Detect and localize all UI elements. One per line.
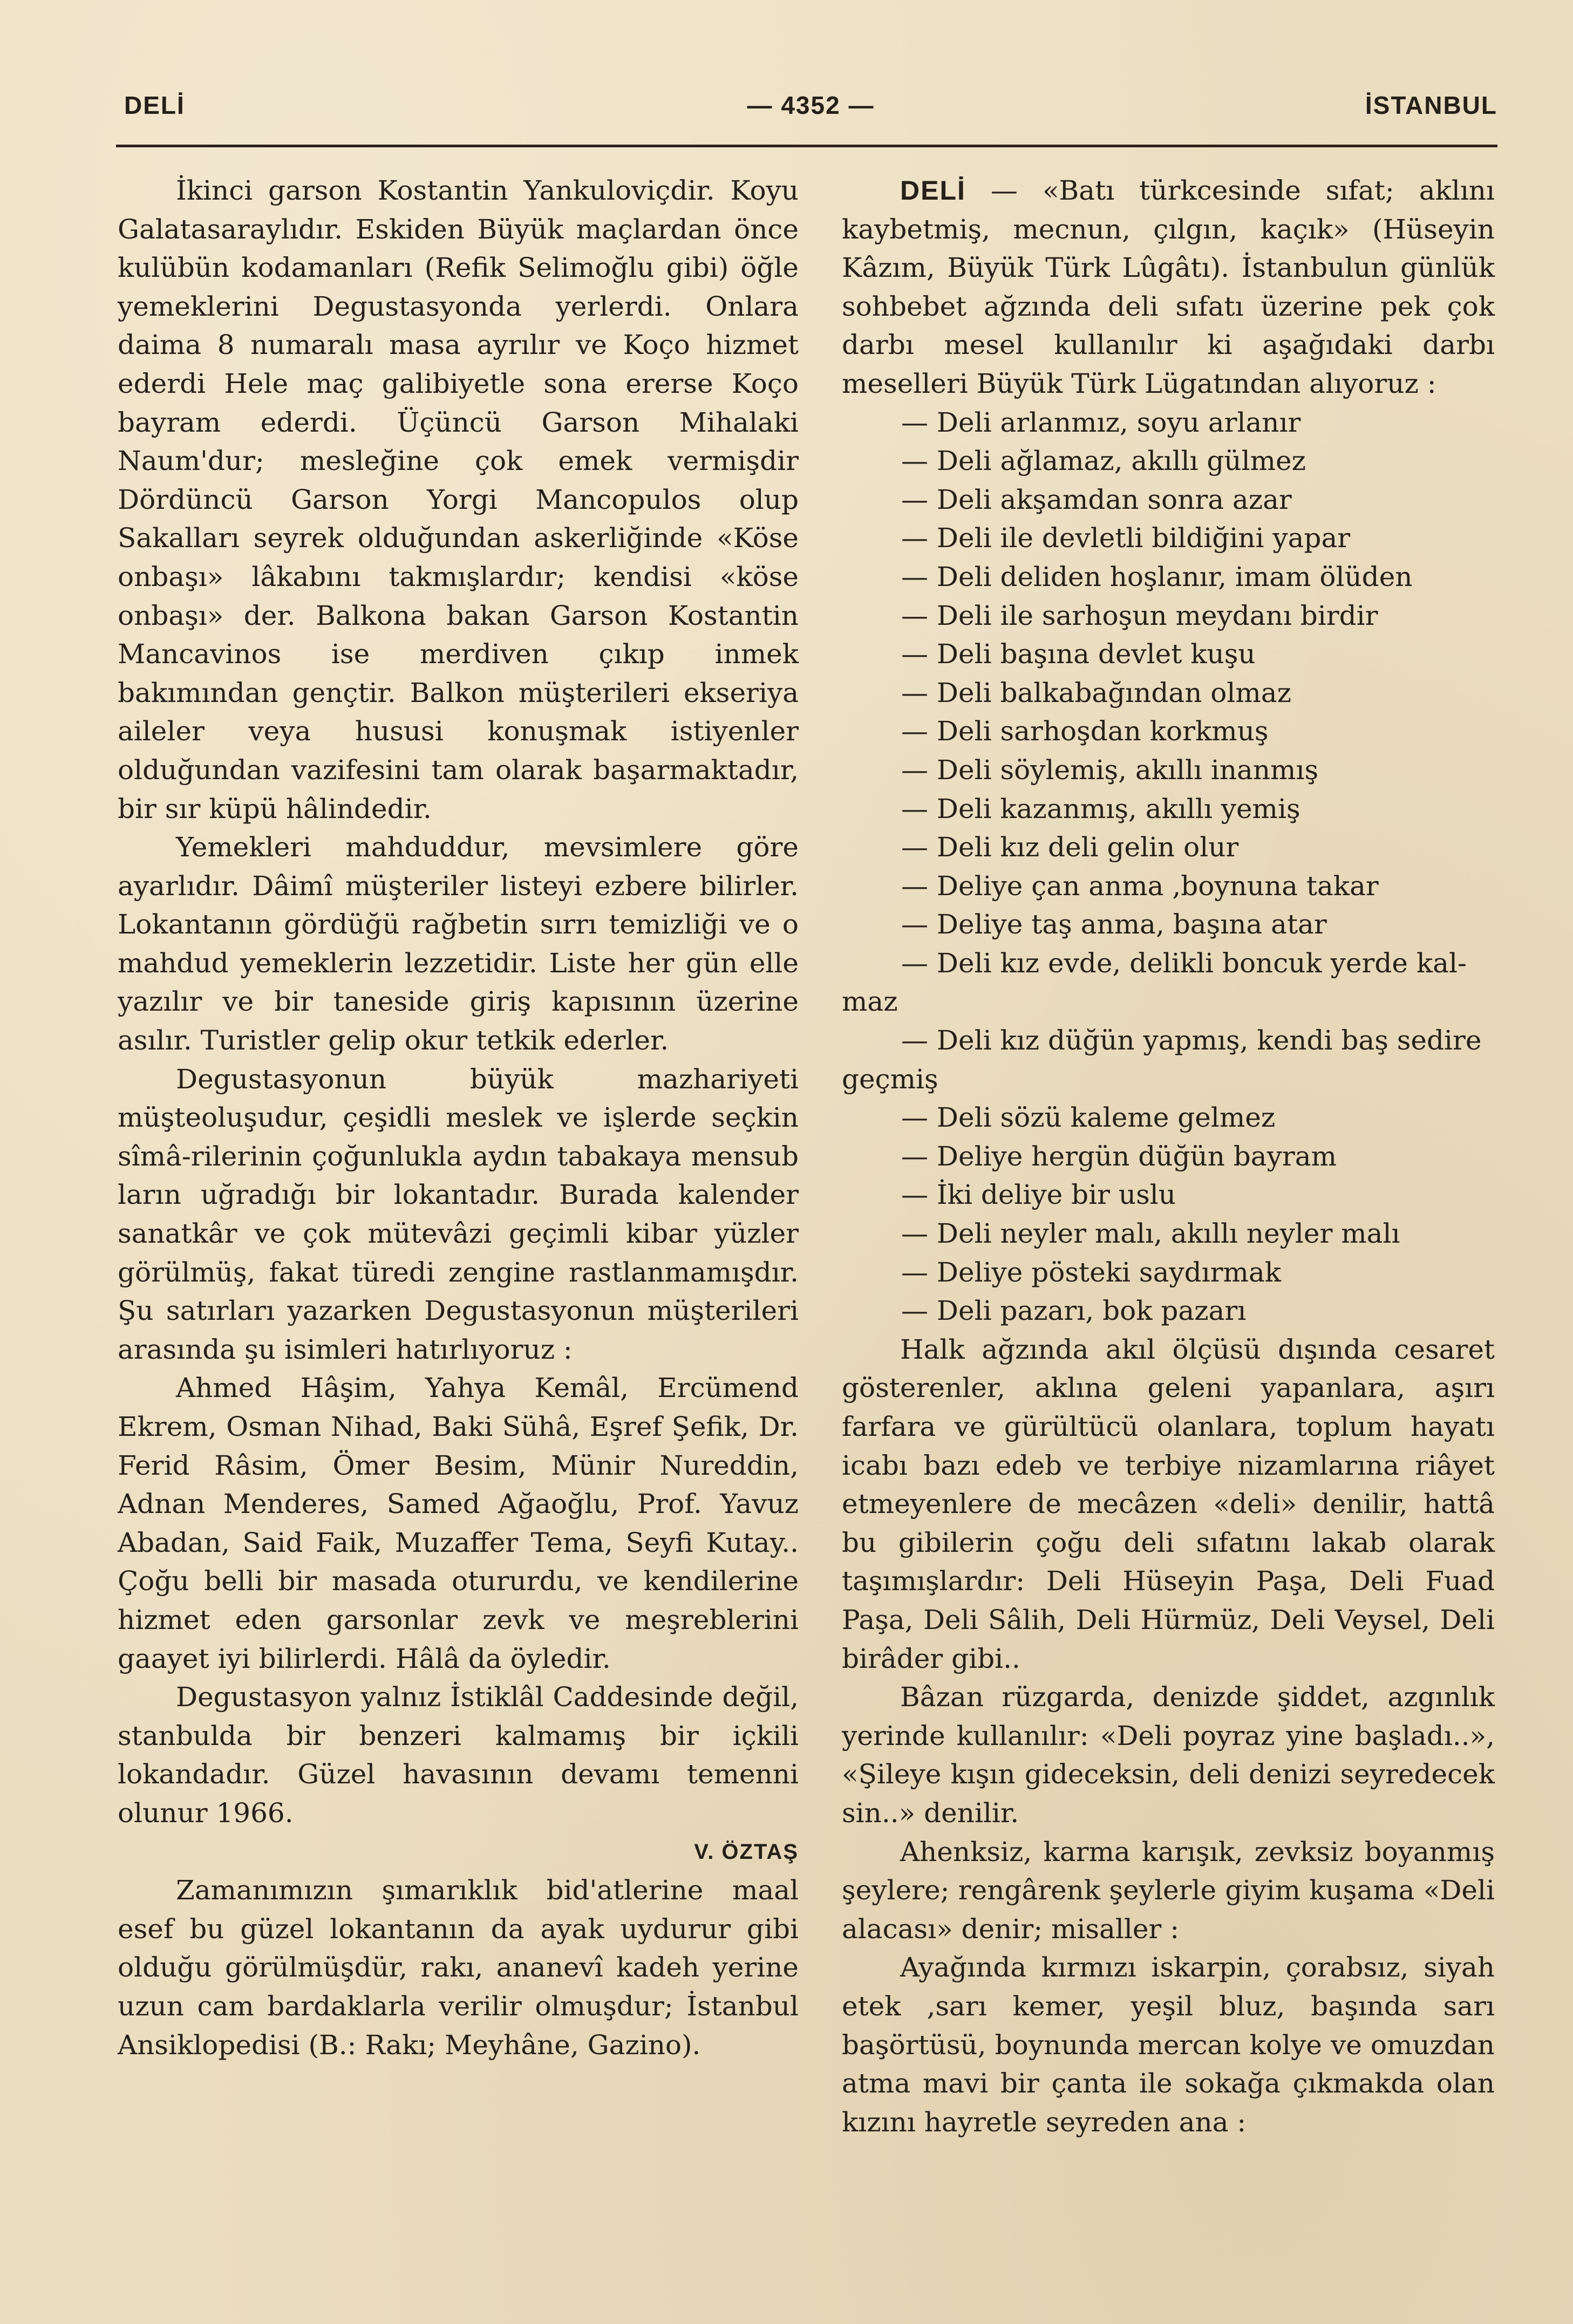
page-number: — 4352 — xyxy=(747,91,875,119)
proverb-item: — Deliye hergün düğün bayram xyxy=(901,1140,1337,1172)
paragraph: Yemekleri mahduddur, mevsimlere göre ayarlıdır. Dâimî müşteriler listeyi ezbere bilirler. Lokantanın gördüğü rağbetin sırrı temizliği ve o mahdud yemeklerin lezzetidir. Liste her gün elle yazılır ve bir taneside giriş kapısının üzerine asılır. Turistler gelip okur tetkik ederler. xyxy=(118,832,799,1057)
proverb-item: — Deli sarhoşdan korkmuş xyxy=(901,715,1269,747)
header-left-title: DELİ xyxy=(124,91,185,119)
proverb-item: — Deli kız deli gelin olur xyxy=(901,832,1239,863)
proverb-item: — Deli pazarı, bok pazarı xyxy=(901,1295,1247,1327)
page-header xyxy=(124,91,1497,128)
proverb-item: — Deli sözü kaleme gelmez xyxy=(901,1102,1276,1134)
proverb-item: — Deli ağlamaz, akıllı gülmez xyxy=(901,445,1306,477)
paragraph: Degustasyon yalnız İstiklâl Caddesinde değil, stanbulda bir benzeri kalmamış bir içkili lokandadır. Güzel havasının devamı temenni olunur 1966. xyxy=(118,1681,799,1829)
header-right-title: İSTANBUL xyxy=(1365,91,1497,119)
entry-headword: DELİ xyxy=(900,175,966,206)
proverb-list xyxy=(842,404,1495,1331)
proverb-item: — Deliye taş anma, başına atar xyxy=(901,909,1327,940)
proverb-item: maz xyxy=(842,986,898,1018)
paragraph: Zamanımızın şımarıklık bid'atlerine maal esef bu güzel lokantanın da ayak uydurur gibi olduğu görülmüşdür, rakı, ananevî kadeh yerine uzun cam bardaklarla verilir olmuşdur; İstanbul Ansiklopedisi (B.: Rakı; Meyhâne, Gazino). xyxy=(118,1875,799,2061)
paragraph: Ahenksiz, karma karışık, zevksiz boyanmış şeylere; rengârenk şeylerle giyim kuşama «Deli alacası» denir; misaller : xyxy=(842,1836,1495,1945)
paragraph: Ayağında kırmızı iskarpin, çorabsız, siyah etek ,sarı kemer, yeşil bluz, başında sarı başörtüsü, boynunda mercan kolye ve omuzdan atma mavi bir çanta ile sokağa çıkmakda olan kızını hayretle seyreden ana : xyxy=(842,1952,1495,2138)
paragraph: Bâzan rüzgarda, denizde şiddet, azgınlık yerinde kullanılır: «Deli poyraz yine başladı..», «Şileye kışın gideceksin, deli denizi seyredecek sin..» denilir. xyxy=(842,1681,1495,1829)
proverb-item: geçmiş xyxy=(842,1063,938,1095)
right-column xyxy=(842,172,1495,2142)
left-column xyxy=(118,172,799,2064)
proverb-item: — Deli neyler malı, akıllı neyler malı xyxy=(901,1218,1400,1250)
paragraph: Ahmed Hâşim, Yahya Kemâl, Ercümend Ekrem, Osman Nihad, Baki Sühâ, Eşref Şefik, Dr. Ferid Râsim, Ömer Besim, Münir Nureddin, Adnan Menderes, Samed Ağaoğlu, Prof. Yavuz Abadan, Said Faik, Muzaffer Tema, Seyfi Kutay.. Çoğu belli bir masada otururdu, ve kendilerine hizmet eden garsonlar zevk ve meşreblerini gaayet iyi bilirlerdi. Hâlâ da öyledir. xyxy=(118,1372,799,1674)
proverb-item: — Deli kız düğün yapmış, kendi baş sedire xyxy=(901,1025,1482,1057)
proverb-item: — Deliye pösteki saydırmak xyxy=(901,1256,1282,1288)
proverb-item: — Deli ile devletli bildiğini yapar xyxy=(901,522,1351,554)
author-signature: V. ÖZTAŞ xyxy=(694,1839,799,1864)
proverb-item: — Deli kazanmış, akıllı yemiş xyxy=(901,793,1300,824)
header-rule xyxy=(116,145,1497,147)
proverb-item: — Deli arlanmız, soyu arlanır xyxy=(901,406,1301,438)
proverb-item: — Deli kız evde, delikli boncuk yerde kal- xyxy=(901,947,1467,979)
proverb-item: — Deli akşamdan sonra azar xyxy=(901,483,1292,515)
paragraph: Degustasyonun büyük mazhariyeti müşteoluşudur, çeşidli meslek ve işlerde seçkin sîmâ-rilerinin çoğunlukla aydın tabakaya mensub ların uğradığı bir lokantadır. Burada kalender sanatkâr ve çok mütevâzi geçimli kibar yüzler görülmüş, fakat türedi zengine rastlanmamışdır. Şu satırları yazarken Degustasyonun müşterileri arasında şu isimleri hatırlıyoruz : xyxy=(118,1063,799,1365)
proverb-item: — Deli söylemiş, akıllı inanmış xyxy=(901,754,1319,786)
paragraph: İkinci garson Kostantin Yankuloviçdir. Koyu Galatasaraylıdır. Eskiden Büyük maçlardan önce kulübün kodamanları (Refik Selimoğlu gibi) öğle yemeklerini Degustasyonda yerlerdi. Onlara daima 8 numaralı masa ayrılır ve Koço hizmet ederdi Hele maç galibiyetle sona ererse Koço bayram ederdi. Üçüncü Garson Mihalaki Naum'dur; mesleğine çok emek vermişdir Dördüncü Garson Yorgi Mancopulos olup Sakalları seyrek olduğundan askerliğinde «Köse onbaşı» lâkabını takmışlardır; kendisi «köse onbaşı» der. Balkona bakan Garson Kostantin Mancavinos ise merdiven çıkıp inmek bakımından gençtir. Balkon müşterileri ekseriya aileler veya hususi konuşmak istiyenler olduğundan vazifesini tam olarak başarmaktadır, bir sır küpü hâlindedir. xyxy=(118,175,799,824)
dictionary-entry xyxy=(842,172,1495,404)
entry-definition: — «Batı türkcesinde sıfat; aklını kaybetmiş, mecnun, çılgın, kaçık» (Hüseyin Kâzım, Büyük Türk Lûgâtı). İstanbulun günlük sohbebet ağzında deli sıfatı üzerine pek çok darbı mesel kullanılır ki aşağıdaki darbı meselleri Büyük Türk Lügatından alıyoruz : xyxy=(842,175,1495,399)
proverb-item: — Deli ile sarhoşun meydanı birdir xyxy=(901,599,1378,631)
paragraph: Halk ağzında akıl ölçüsü dışında cesaret gösterenler, aklına geleni yapanlara, aşırı farfara ve gürültücü olanlara, toplum hayatı icabı bazı edeb ve terbiye nizamlarına riâyet etmeyenlere de mecâzen «deli» denilir, hattâ bu gibilerin çoğu deli sıfatını lakab olarak taşımışlardır: Deli Hüseyin Paşa, Deli Fuad Paşa, Deli Sâlih, Deli Hürmüz, Deli Veysel, Deli birâder gibi.. xyxy=(842,1333,1495,1674)
proverb-item: — İki deliye bir uslu xyxy=(901,1179,1176,1211)
proverb-item: — Deliye çan anma ,boynuna takar xyxy=(901,870,1379,902)
proverb-item: — Deli deliden hoşlanır, imam ölüden xyxy=(901,561,1413,592)
proverb-item: — Deli başına devlet kuşu xyxy=(901,638,1256,670)
proverb-item: — Deli balkabağından olmaz xyxy=(901,677,1291,708)
